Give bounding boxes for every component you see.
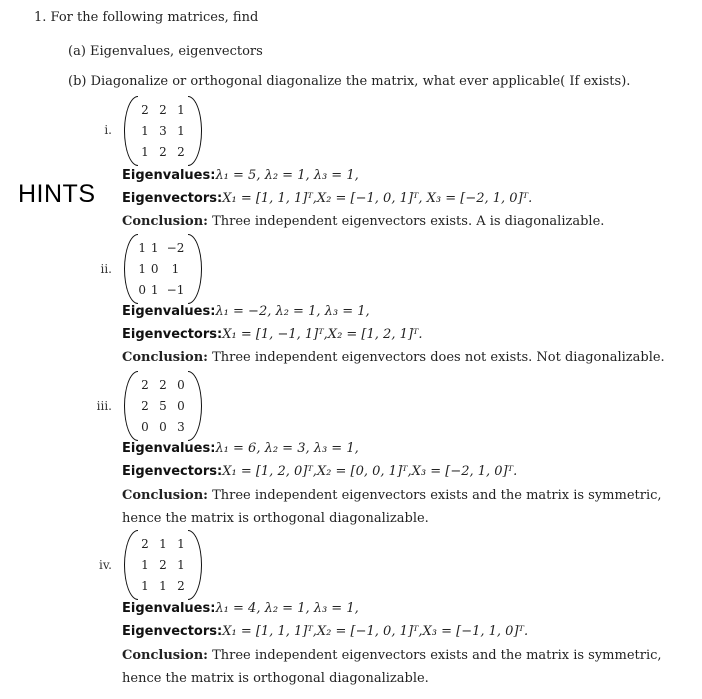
matrix-cell: 1 (159, 536, 167, 551)
right-paren (188, 371, 202, 441)
matrix-cell: 2 (177, 578, 185, 593)
matrix-grid (136, 374, 190, 437)
matrix-cell: 2 (177, 144, 185, 159)
matrix-cell: 1 (141, 144, 149, 159)
matrix-cell: 1 (141, 578, 149, 593)
eigenvalues-line (122, 168, 359, 183)
matrix-cell: 1 (141, 123, 149, 138)
matrix-cell: 0 (150, 261, 159, 276)
problem-label: iv. (98, 558, 112, 572)
matrix-cell: 2 (141, 398, 149, 413)
conclusion-continuation: hence the matrix is orthogonal diagonalizable. (122, 511, 429, 526)
matrix-cell: −2 (166, 240, 185, 255)
matrix (124, 371, 202, 441)
eigenvalues-text: λ₁ = −2, λ₂ = 1, λ₃ = 1, (215, 304, 370, 319)
eigenvalues-line (122, 304, 370, 319)
eigenvalues-text: λ₁ = 5, λ₂ = 1, λ₃ = 1, (215, 168, 359, 183)
matrix-cell: 2 (159, 377, 167, 392)
matrix-cell: 1 (150, 240, 159, 255)
eigenvalues-label: Eigenvalues: (122, 601, 216, 616)
eigenvectors-label: Eigenvectors: (122, 191, 223, 206)
question-title: 1. For the following matrices, find (34, 10, 259, 25)
eigenvectors-text: X₁ = [1, 1, 1]ᵀ,X₂ = [−1, 0, 1]ᵀ, X₃ = [−2, 1, 0]ᵀ. (222, 191, 533, 206)
conclusion-text: Three independent eigenvectors exists. A is diagonalizable. (212, 214, 605, 229)
conclusion-label: Conclusion: (122, 214, 208, 229)
matrix-cell: 2 (159, 102, 167, 117)
right-paren (188, 234, 202, 304)
matrix-cell: 3 (177, 419, 185, 434)
matrix-cell: 1 (150, 282, 159, 297)
conclusion-line (122, 350, 665, 365)
eigenvalues-text: λ₁ = 6, λ₂ = 3, λ₃ = 1, (215, 441, 359, 456)
matrix-cell: 0 (177, 377, 185, 392)
matrix-cell: 1 (159, 578, 167, 593)
matrix-cell: 0 (141, 419, 149, 434)
conclusion-line (122, 488, 662, 503)
eigenvectors-text: X₁ = [1, 1, 1]ᵀ,X₂ = [−1, 0, 1]ᵀ,X₃ = [−1, 1, 0]ᵀ. (222, 624, 529, 639)
matrix-cell: 1 (177, 123, 185, 138)
matrix-cell: 1 (138, 240, 147, 255)
eigenvectors-label: Eigenvectors: (122, 327, 223, 342)
matrix-cell: −1 (166, 282, 185, 297)
eigenvectors-label: Eigenvectors: (122, 624, 223, 639)
matrix-cell: 5 (159, 398, 167, 413)
conclusion-label: Conclusion: (122, 648, 208, 663)
matrix-grid (136, 99, 190, 162)
matrix-cell: 1 (138, 261, 147, 276)
eigenvectors-line (122, 624, 528, 639)
eigenvalues-label: Eigenvalues: (122, 304, 216, 319)
part-a: (a) Eigenvalues, eigenvectors (68, 44, 263, 59)
matrix-cell: 0 (159, 419, 167, 434)
problem-label: ii. (100, 262, 112, 276)
eigenvectors-line (122, 327, 423, 342)
eigenvectors-text: X₁ = [1, 2, 0]ᵀ,X₂ = [0, 0, 1]ᵀ,X₃ = [−2, 1, 0]ᵀ. (222, 464, 518, 479)
conclusion-continuation: hence the matrix is orthogonal diagonalizable. (122, 671, 429, 686)
matrix-cell: 1 (177, 536, 185, 551)
matrix-cell: 2 (141, 102, 149, 117)
conclusion-label: Conclusion: (122, 488, 208, 503)
matrix-cell: 0 (138, 282, 147, 297)
eigenvalues-line (122, 441, 359, 456)
matrix-cell: 1 (177, 557, 185, 572)
matrix (124, 530, 202, 600)
eigenvectors-label: Eigenvectors: (122, 464, 223, 479)
matrix-grid (136, 533, 190, 596)
matrix-cell: 3 (159, 123, 167, 138)
matrix (124, 96, 202, 166)
eigenvalues-text: λ₁ = 4, λ₂ = 1, λ₃ = 1, (215, 601, 359, 616)
matrix-cell: 2 (141, 536, 149, 551)
right-paren (188, 96, 202, 166)
eigenvalues-label: Eigenvalues: (122, 441, 216, 456)
matrix-cell: 0 (177, 398, 185, 413)
matrix-cell: 2 (141, 377, 149, 392)
right-paren (188, 530, 202, 600)
eigenvalues-label: Eigenvalues: (122, 168, 216, 183)
matrix (124, 234, 202, 304)
problem-label: i. (104, 123, 112, 137)
conclusion-text: Three independent eigenvectors exists and the matrix is symmetric, (212, 648, 662, 663)
conclusion-line (122, 648, 662, 663)
conclusion-text: Three independent eigenvectors does not exists. Not diagonalizable. (212, 350, 665, 365)
problem-label: iii. (96, 399, 112, 413)
conclusion-text: Three independent eigenvectors exists and the matrix is symmetric, (212, 488, 662, 503)
eigenvectors-line (122, 464, 517, 479)
matrix-cell: 2 (159, 557, 167, 572)
matrix-cell: 1 (141, 557, 149, 572)
matrix-grid (136, 237, 190, 300)
eigenvalues-line (122, 601, 359, 616)
eigenvectors-line (122, 191, 532, 206)
eigenvectors-text: X₁ = [1, −1, 1]ᵀ,X₂ = [1, 2, 1]ᵀ. (222, 327, 423, 342)
part-b: (b) Diagonalize or orthogonal diagonalize the matrix, what ever applicable( If exists). (68, 74, 631, 89)
matrix-cell: 1 (171, 261, 180, 276)
matrix-cell: 2 (159, 144, 167, 159)
conclusion-line (122, 214, 604, 229)
matrix-cell: 1 (177, 102, 185, 117)
conclusion-label: Conclusion: (122, 350, 208, 365)
hints-label: HINTS (18, 180, 96, 208)
